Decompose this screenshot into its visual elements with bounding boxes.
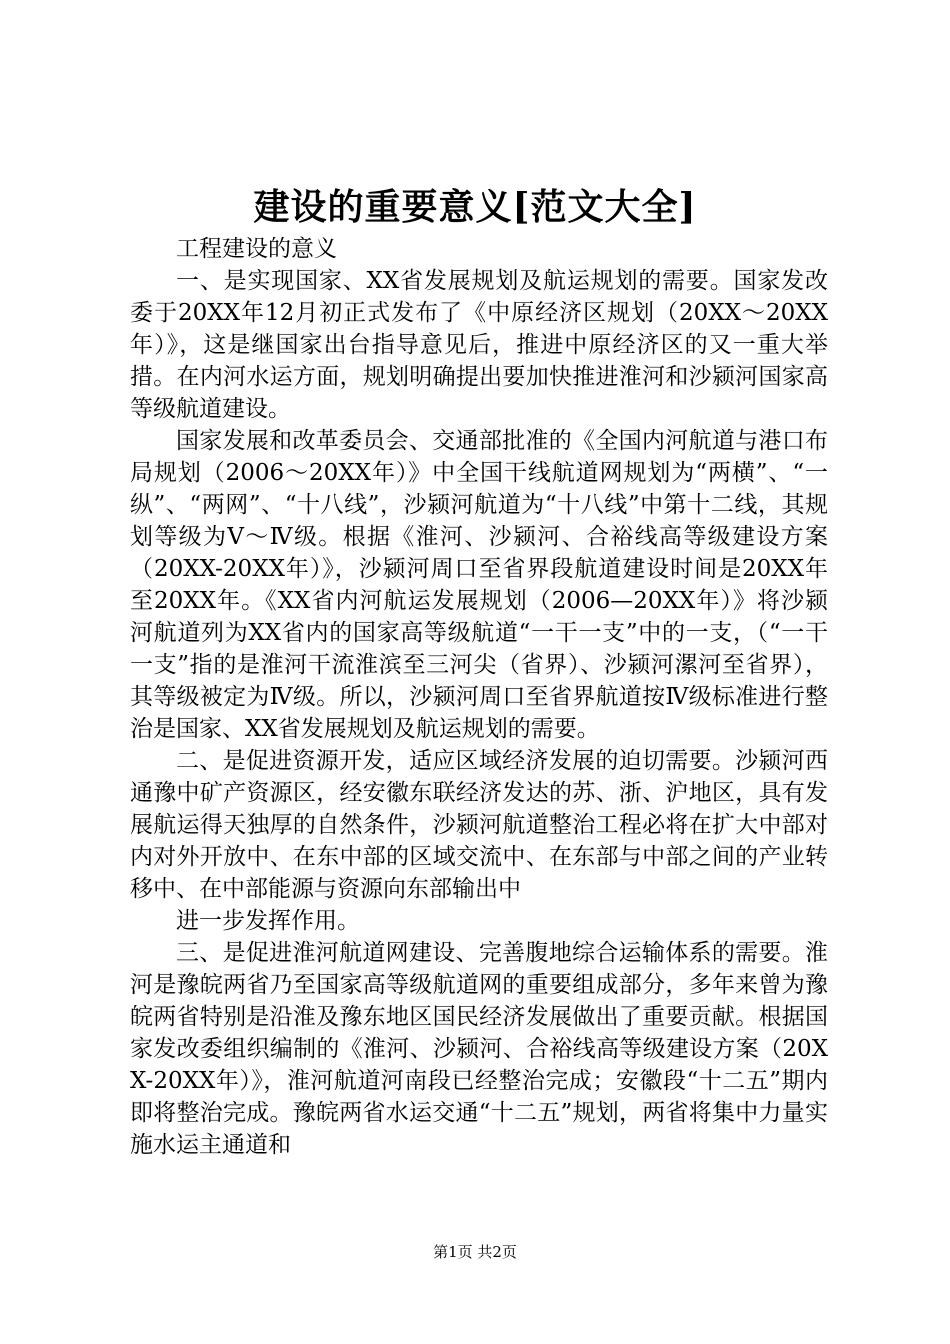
section-heading: 工程建设的意义 [176,236,337,262]
paragraph-4: 进一步发挥作用。 [176,908,360,934]
paragraph-5: 三、是促进淮河航道网建设、完善腹地综合运输体系的需要。淮河是豫皖两省乃至国家高等级航道网的重要组成部分，多年来曾为豫皖两省特别是沿淮及豫东地区国民经济发展做出了重要贡献。根据国家发改委组织编制的《淮河、沙颍河、合裕线高等级建设方案（20XX-20XX年）》，淮河航道河南段已经整治完成；安徽段“十二五”期内即将整治完成。豫皖两省水运交通“十二五”规划，两省将集中力量实施水运主通道和 [130,940,828,1158]
paragraph-1: 一、是实现国家、XX省发展规划及航运规划的需要。国家发改委于20XX年12月初正式发布了《中原经济区规划（20XX～20XX年）》，这是继国家出台指导意见后，推进中原经济区的又一重大举措。在内河水运方面，规划明确提出要加快推进淮河和沙颍河国家高等级航道建设。 [130,268,828,422]
document-body [130,233,828,1161]
page-footer: 第1页 共2页 [433,1243,517,1261]
paragraph-2: 国家发展和改革委员会、交通部批准的《全国内河航道与港口布局规划（2006～20XX年）》中全国干线航道网规划为“两横”、“一纵”、“两网”、“十八线”，沙颍河航道为“十八线”中第十二线，其规划等级为Ⅴ～Ⅳ级。根据《淮河、沙颍河、合裕线高等级建设方案（20XX-20XX年）》，沙颍河周口至省界段航道建设时间是20XX年至20XX年。《XX省内河航运发展规划（2006—20XX年）》将沙颍河航道列为XX省内的国家高等级航道“一干一支”中的一支，（“一干一支”指的是淮河干流淮滨至三河尖（省界）、沙颍河漯河至省界），其等级被定为Ⅳ级。所以，沙颍河周口至省界航道按Ⅳ级标准进行整治是国家、XX省发展规划及航运规划的需要。 [130,428,828,742]
document-title: 建设的重要意义[范文大全] [253,186,697,228]
paragraph-3: 二、是促进资源开发，适应区域经济发展的迫切需要。沙颍河西通豫中矿产资源区，经安徽东联经济发达的苏、浙、沪地区，具有发展航运得天独厚的自然条件，沙颍河航道整治工程必将在扩大中部对内对外开放中、在东中部的区域交流中、在东部与中部之间的产业转移中、在中部能源与资源向东部输出中 [130,748,828,902]
